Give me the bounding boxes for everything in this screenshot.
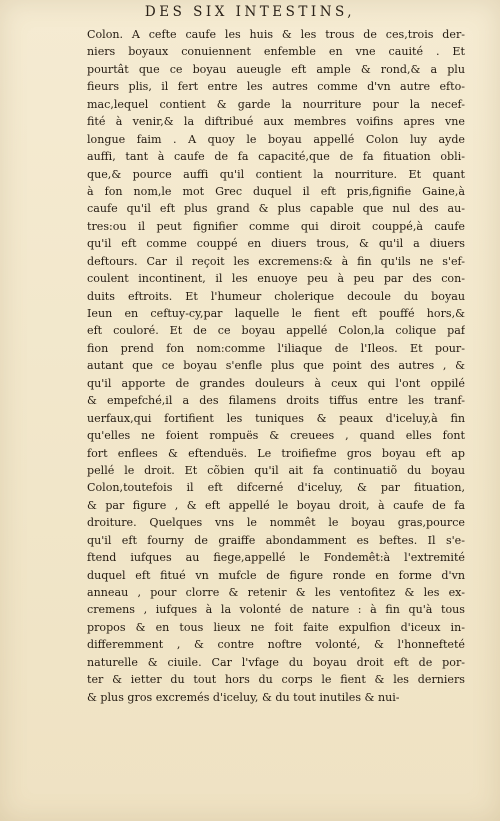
text-line: mac,lequel contient & garde la nourriture pour la necef- <box>87 97 465 111</box>
text-line: qu'il eft fourny de graiffe abondamment es beftes. Il s'e- <box>87 533 465 547</box>
text-line: à fon nom,le mot Grec duquel il eft pris,fignifie Gaine,à <box>87 184 465 198</box>
text-line: naturelle & ciuile. Car l'vfage du boyau droit eft de por- <box>87 655 465 669</box>
text-line: duits eftroits. Et l'humeur cholerique decoule du boyau <box>87 289 465 303</box>
text-line: autant que ce boyau s'enfle plus que point des autres , & <box>87 359 465 373</box>
text-line: coulent incontinent, il les enuoye peu à peu par des con- <box>87 272 465 286</box>
text-line: fité à venir,& la diftribué aux membres voifins apres vne <box>87 115 465 129</box>
text-line: uerfaux,qui fortifient les tuniques & peaux d'iceluy,à fin <box>87 411 465 425</box>
text-line: anneau , pour clorre & retenir & les ventofitez & les ex- <box>87 586 465 599</box>
text-line: fieurs plis, il fert entre les autres comme d'vn autre efto- <box>87 80 465 94</box>
text-line: fion prend fon nom:comme l'iliaque de l'Ileos. Et pour- <box>87 341 465 355</box>
text-line: Colon,toutefois il eft difcerné d'iceluy, & par fituation, <box>87 481 465 495</box>
text-line: pellé le droit. Et cõbien qu'il ait fa continuatiõ du boyau <box>87 463 465 477</box>
text-line: qu'il eft comme couppé en diuers trous, & qu'il a diuers <box>87 237 465 251</box>
text-line: droiture. Quelques vns le nommêt le boyau gras,pource <box>87 516 465 530</box>
text-line: duquel eft fitué vn mufcle de figure ronde en forme d'vn <box>87 568 465 582</box>
text-line: niers boyaux conuiennent enfemble en vne cauité . Et <box>87 45 465 59</box>
text-line: & par figure , & eft appellé le boyau droit, à caufe de fa <box>87 498 465 512</box>
text-line: eft couloré. Et de ce boyau appellé Colon,la colique paf <box>87 324 465 338</box>
text-line: Colon. A cefte caufe les huis & les trous de ces,trois der- <box>87 28 465 41</box>
text-line: propos & en tous lieux ne foit faite expulfion d'iceux in- <box>87 620 465 634</box>
text-line: & plus gros excremés d'iceluy, & du tout inutiles & nui- <box>87 690 400 704</box>
running-head: DES SIX INTESTINS, <box>144 4 356 20</box>
text-line: cremens , iufques à la volonté de nature : à fin qu'à tous <box>87 603 465 617</box>
text-line: ter & ietter du tout hors du corps le fient & les derniers <box>87 673 465 687</box>
text-line: que,& pource auffi qu'il contient la nourriture. Et quant <box>87 167 465 181</box>
text-line: deftours. Car il reçoit les excremens:& à fin qu'ils ne s'ef- <box>87 254 465 268</box>
text-line: & empefché,il a des filamens droits tiffus entre les tranf- <box>87 394 465 408</box>
text-line: Ieun en ceftuy-cy,par laquelle le fient eft pouffé hors,& <box>87 307 465 320</box>
text-line: auffi, tant à caufe de fa capacité,que de fa fituation obli- <box>87 150 465 164</box>
text-line: caufe qu'il eft plus grand & plus capable que nul des au- <box>87 202 465 216</box>
text-line: qu'elles ne foient rompuës & creuees , quand elles font <box>87 429 465 443</box>
text-line: longue faim . A quoy le boyau appellé Colon luy ayde <box>87 132 465 146</box>
text-line: pourtât que ce boyau aueugle eft ample & rond,& a plu <box>87 62 465 76</box>
text-line: qu'il apporte de grandes douleurs à ceux qui l'ont oppilé <box>87 376 465 390</box>
text-line: ftend iufques au fiege,appellé le Fondemêt:à l'extremité <box>87 551 465 565</box>
body-text <box>87 26 465 706</box>
text-line: fort enflees & eftenduës. Le troifiefme gros boyau eft ap <box>87 446 465 460</box>
text-line: differemment , & contre noftre volonté, & l'honnefteté <box>87 638 465 652</box>
text-line: tres:ou il peut fignifier comme qui diroit couppé,à caufe <box>87 219 465 233</box>
